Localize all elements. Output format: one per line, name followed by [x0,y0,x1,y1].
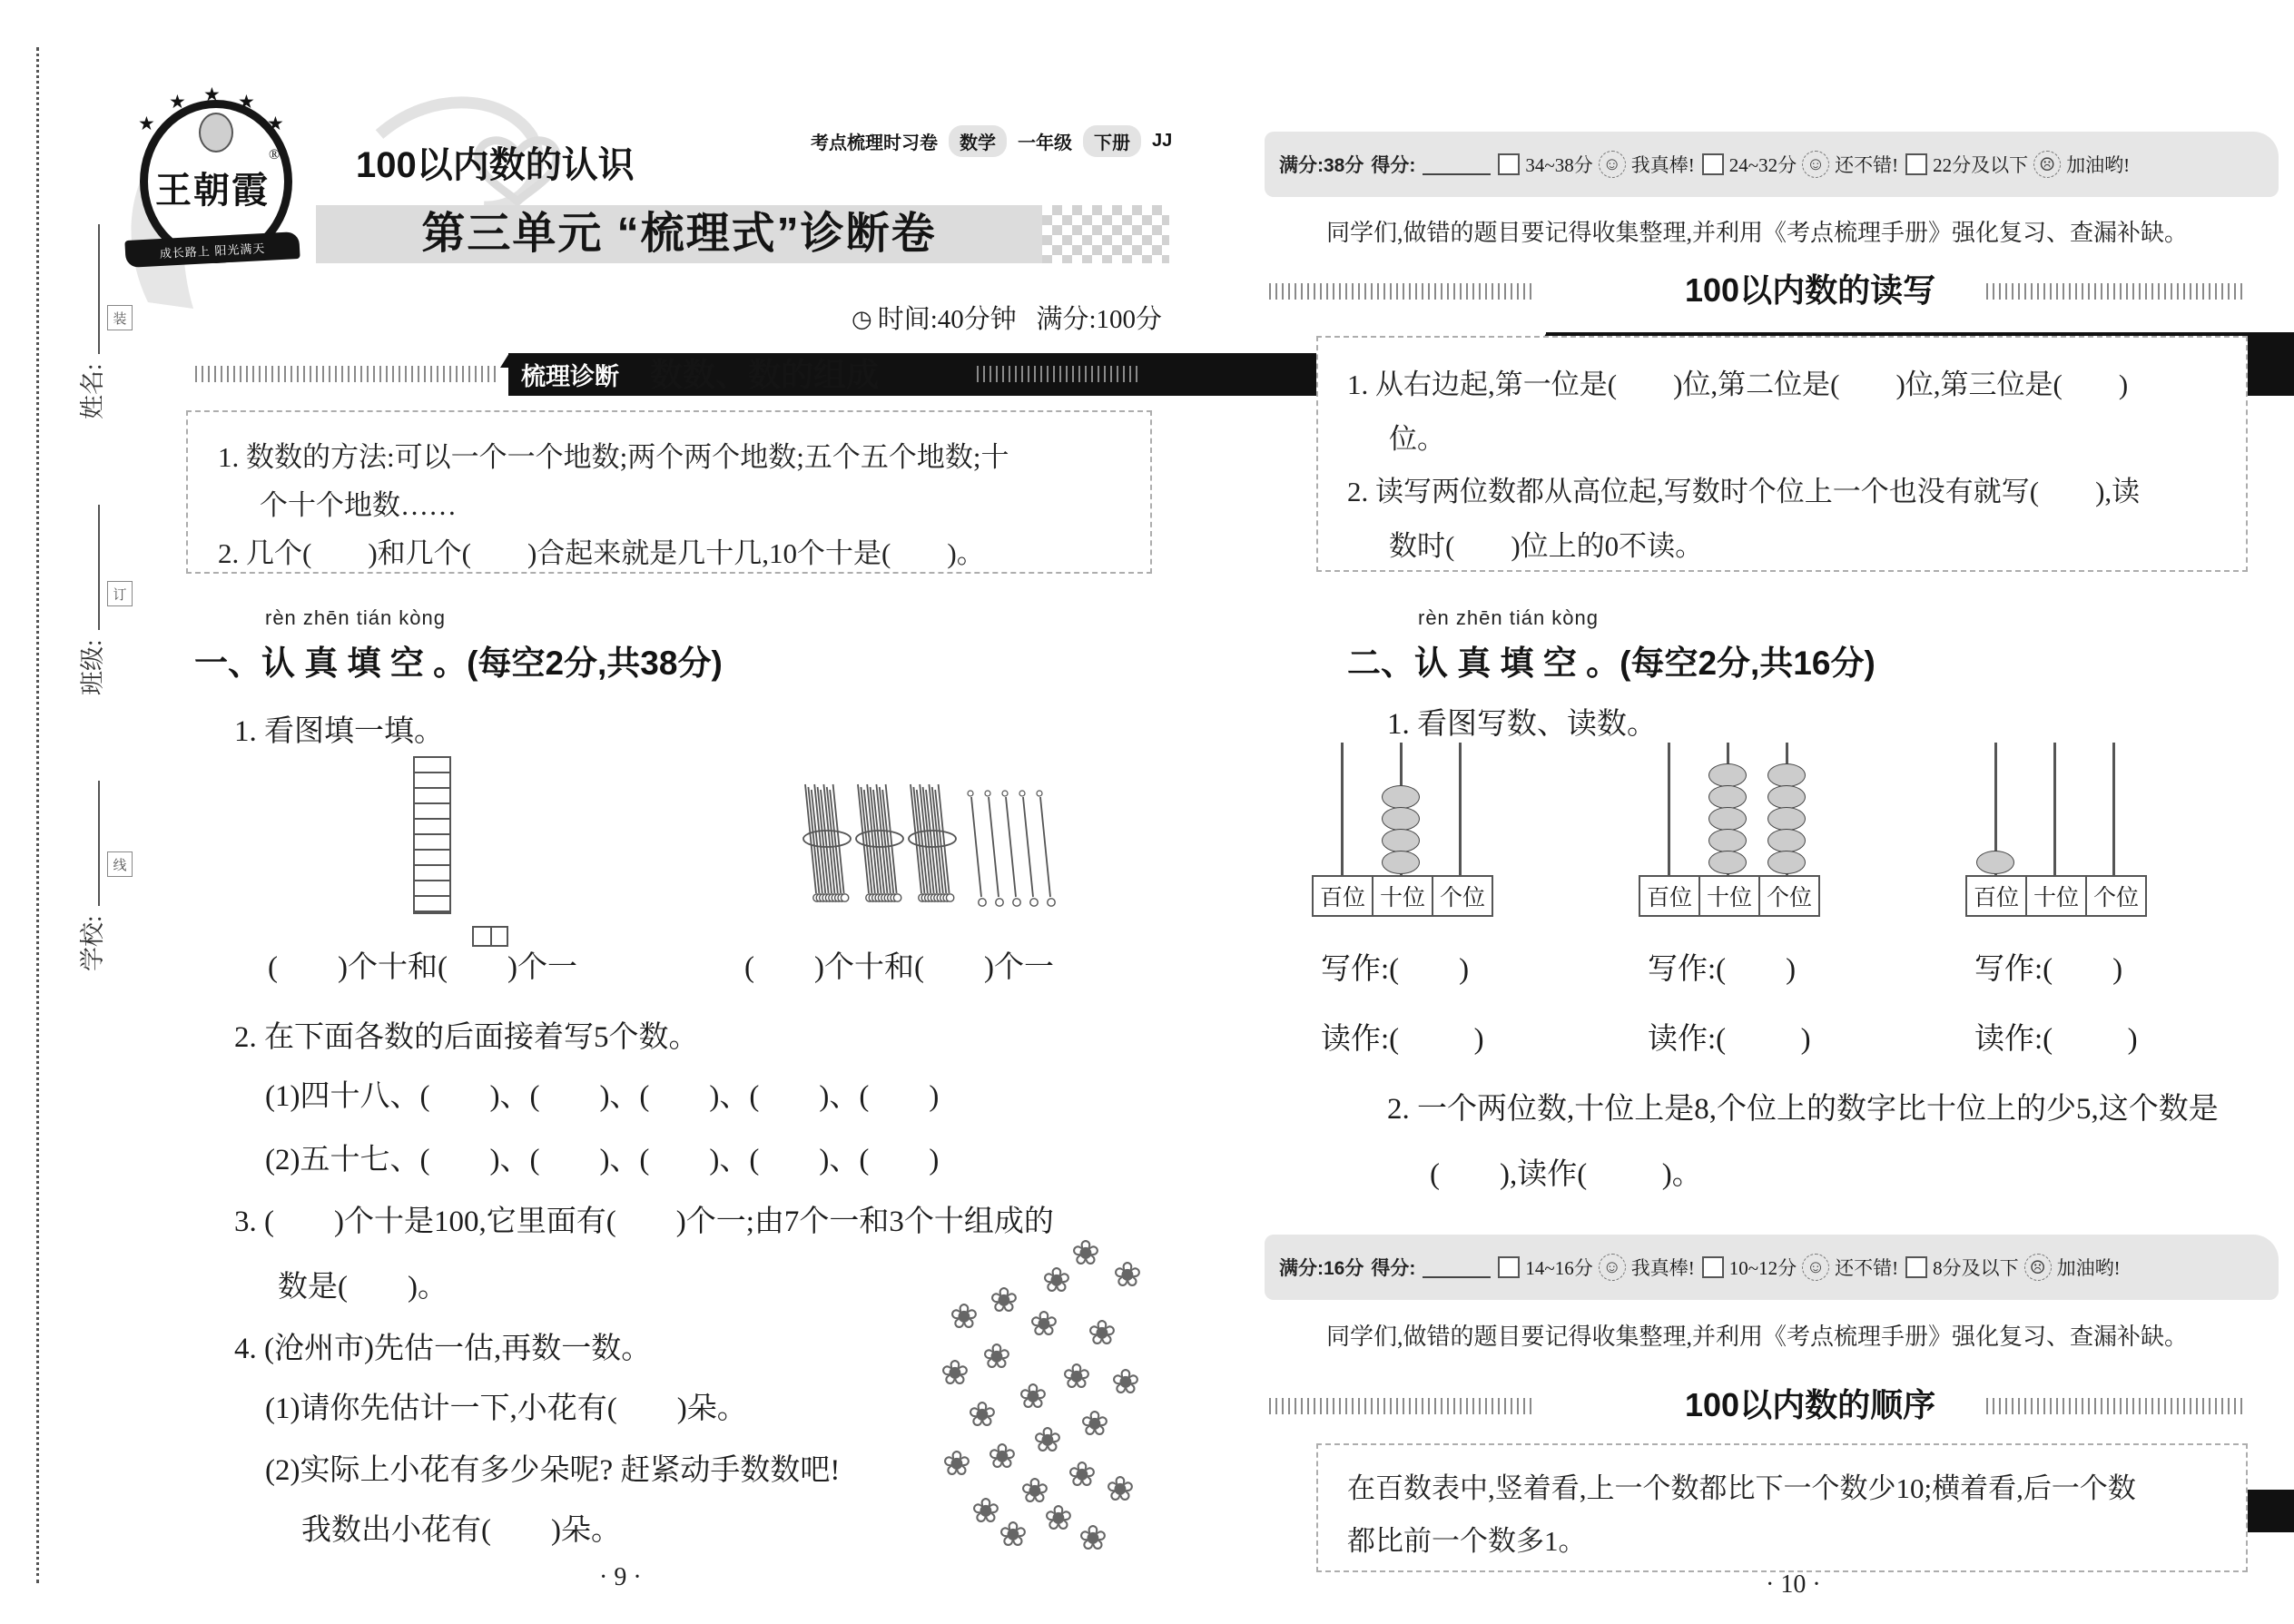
q1-item3b: 数是( )。 [278,1271,448,1304]
checkbox-icon [1905,153,1927,175]
flower-icon: ❀ [1106,1469,1135,1509]
sb1-tier-3 [1905,151,2130,178]
ticks-right-2 [1986,283,2242,300]
kbox2-line4: 数时( )位上的0不读。 [1389,530,1704,562]
smile-face-icon [1802,151,1829,178]
abacus-bead [1708,763,1747,787]
checkbox-icon [1498,153,1520,175]
binding-mark-1: 装 [107,305,133,330]
flower-icon: ❀ [1078,1518,1108,1558]
logo-slogan-ribbon: 成长路上 阳光满天 [124,231,300,268]
binding-dotted-line [36,47,39,1583]
stick [858,784,869,893]
flower-icon: ❀ [1044,1498,1073,1538]
abacus-bead [1708,851,1747,874]
stick-bundle [909,784,956,901]
sb2-tier1-range: 14~16分 [1525,1257,1593,1279]
stick-top [1037,791,1042,796]
checkbox-icon [1498,1256,1520,1278]
sb2-tier3-range: 8分及以下 [1933,1257,2019,1279]
star-icon: ★ [238,91,255,113]
place-hundreds-label: 百位 [1646,886,1692,910]
sb1-tier3-msg: 加油哟! [2066,154,2131,176]
abacus-bead [1382,851,1420,874]
stick-bundles-graphic [797,777,962,913]
masthead-grade: 一年级 [1018,133,1072,153]
q1-blank-tens-ones-1: ( )个十和( )个一 [268,951,577,984]
registered-mark: ® [269,147,281,162]
flower-icon: ❀ [1071,1233,1100,1273]
sb2-score-blank [1423,1256,1491,1278]
q2-item2b: ( ),读作( )。 [1430,1158,1702,1191]
binding-mark-3: 线 [107,851,133,877]
kbox3-line2: 都比前一个数多1。 [1347,1525,1587,1557]
kbox2-line3: 2. 读写两位数都从高位起,写数时个位上一个也没有就写( ),读 [1347,476,2141,507]
abacus-bead [1767,807,1806,831]
sweat-face-icon [2024,1254,2052,1281]
abacus2-tens-beads [1708,765,1748,874]
flower-icon: ❀ [1088,1313,1117,1353]
place-value-table [1965,875,2147,917]
place-value-table [1312,875,1493,917]
banner-checker-decor [1042,205,1169,263]
flower-icon: ❀ [1062,1356,1091,1396]
sweat-face-icon [2033,151,2061,178]
star-icon: ★ [267,113,284,134]
sb2-tier-2 [1702,1254,1898,1281]
sb1-tier2-msg: 还不错! [1835,154,1899,176]
sb1-tier2-range: 24~32分 [1728,154,1797,176]
stick [971,797,981,897]
student-school-field [73,781,108,971]
place-ones-label: 个位 [1758,877,1818,915]
read-as-2: 读作:( ) [1648,1023,1811,1056]
q2-item2a: 2. 一个两位数,十位上是8,个位上的数字比十位上的少5,这个数是 [1387,1093,2219,1126]
stick-end [996,899,1003,906]
ticks-left [195,366,497,382]
ticks-right-3 [1986,1398,2242,1414]
abacus-bead [1382,785,1420,809]
flower-icon: ❀ [940,1353,970,1393]
checkbox-icon [1702,153,1724,175]
stick-end [1048,899,1055,906]
kbox2-line1: 1. 从右边起,第一位是( )位,第二位是( )位,第三位是( ) [1347,369,2129,400]
ticks-left-3 [1269,1398,1532,1414]
abacus-bead [1976,851,2014,874]
q1-blank-tens-ones-2: ( )个十和( )个一 [744,951,1054,984]
school-blank-line [98,781,100,906]
ticks-right [977,366,1140,382]
stick-top [1002,791,1008,796]
ones-cubes-graphic [472,926,508,947]
kbox1-line2: 个十个地数…… [260,489,457,521]
checkbox-icon [1702,1256,1724,1278]
stick-end [1013,899,1020,906]
q1-item2-1: (1)四十八、( )、( )、( )、( )、( ) [265,1080,940,1113]
flower-icon: ❀ [1020,1471,1049,1511]
score-bar-2 [1265,1235,2279,1300]
place-tens-label: 十位 [1698,877,1758,915]
pinyin-2: rèn zhēn tián kòng [1418,606,1600,629]
stick-end [979,899,986,906]
place-tens-label: 十位 [1372,877,1432,915]
read-as-3: 读作:( ) [1974,1023,2138,1056]
stick-bundle [856,784,903,901]
class-blank-line [98,505,100,630]
q1-item2-2: (2)五十七、( )、( )、( )、( )、( ) [265,1144,940,1176]
flower-icon: ❀ [1019,1376,1048,1416]
student-class-field [73,505,108,695]
page-number-10: · 10 · [1766,1570,1821,1599]
sb1-tier3-range: 22分及以下 [1933,154,2029,176]
abacus3-hundreds-beads [1975,852,2015,874]
abacus1-tens-beads [1381,787,1421,874]
sb1-tier-1 [1498,151,1694,178]
q1-item2: 2. 在下面各数的后面接着写5个数。 [234,1021,699,1054]
kbox2-line2: 位。 [1389,423,1445,455]
flower-cluster [935,1224,1153,1560]
tens-rod-graphic [413,756,451,914]
abacus-rod [2112,743,2115,875]
kbox3-line1: 在百数表中,竖着看,上一个数都比下一个数少10;横着看,后一个数 [1347,1472,2136,1504]
sb2-score-label: 得分: [1371,1258,1416,1279]
sb2-tier3-msg: 加油哟! [2056,1257,2121,1279]
q1-item4-1: (1)请你先估计一下,小花有( )朵。 [265,1393,747,1425]
abacus-1 [1312,743,1493,917]
sb2-tier2-msg: 还不错! [1835,1257,1899,1279]
sb1-tier1-msg: 我真棒! [1630,154,1695,176]
abacus-bead [1767,851,1806,874]
place-hundreds-label: 百位 [1319,886,1365,910]
flower-icon: ❀ [982,1336,1011,1376]
q1-item4-2: (2)实际上小花有多少朵呢? 赶紧动手数数吧! [265,1454,841,1487]
smile-face-icon [1802,1254,1829,1281]
review-note-1: 同学们,做错的题目要记得收集整理,并利用《考点梳理手册》强化复习、查漏补缺。 [1325,220,2188,246]
q2-item1: 1. 看图写数、读数。 [1387,708,1657,741]
masthead-subject-badge: 数学 [949,125,1007,157]
sb2-tier-1 [1498,1254,1694,1281]
star-icon: ★ [169,91,186,113]
stick-end [841,894,848,901]
class-label: 班级: [79,639,106,695]
masthead-edition: JJ [1152,131,1173,151]
write-as-1: 写作:( ) [1321,953,1470,986]
sb1-tier-2 [1702,151,1898,178]
flower-icon: ❀ [942,1443,971,1483]
stick [805,784,816,893]
masthead [811,125,1172,157]
abacus-bead [1767,829,1806,852]
sb1-score-blank [1423,153,1491,175]
stick-end [893,894,901,901]
sb1-tier1-range: 34~38分 [1525,154,1593,176]
flower-icon: ❀ [1033,1420,1062,1460]
stick-top [1019,791,1025,796]
abacus-rod [1341,743,1344,875]
abacus-3 [1965,743,2147,917]
masthead-volume-badge: 下册 [1083,125,1141,157]
flower-icon: ❀ [1042,1260,1071,1300]
flower-icon: ❀ [1029,1304,1058,1343]
name-label: 姓名: [79,363,106,419]
timer-icon [852,306,878,333]
page-number-9: · 9 · [599,1563,642,1591]
binding-mark-2: 订 [107,581,133,606]
brand-name: 王朝霞 [155,170,270,211]
sb2-tier2-range: 10~12分 [1728,1257,1797,1279]
stick [1023,797,1033,897]
flower-icon: ❀ [968,1394,997,1434]
write-as-2: 写作:( ) [1648,953,1797,986]
abacus-bead [1708,829,1747,852]
section1-title: 数数、数的组成 [650,356,880,393]
place-ones-label: 个位 [2085,877,2145,915]
checkbox-icon [1905,1256,1927,1278]
q1-item1: 1. 看图填一填。 [234,715,444,748]
stick-end [946,894,953,901]
sb1-full-label: 满分:38分 [1279,155,1364,176]
abacus2-ones-beads [1767,765,1807,874]
place-hundreds-label: 百位 [1973,886,2019,910]
sb2-tier-3 [1905,1254,2121,1281]
q1-item3a: 3. ( )个十是100,它里面有( )个一;由7个一和3个十组成的 [234,1206,1054,1238]
abacus-rod [1668,743,1670,875]
pinyin-1: rèn zhēn tián kòng [265,606,447,629]
write-as-3: 写作:( ) [1974,953,2123,986]
flower-icon: ❀ [1080,1403,1109,1443]
stick [911,784,921,893]
star-icon: ★ [138,113,155,134]
section3-title: 100以内数的顺序 [1685,1386,1936,1423]
stick-top [985,791,990,796]
brand-logo [133,84,296,269]
abacus-bead [1382,829,1420,852]
flower-icon: ❀ [971,1491,1000,1530]
flower-icon: ❀ [999,1514,1028,1554]
name-blank-line [98,224,100,354]
happy-face-icon [1599,1254,1626,1281]
stick [989,797,999,897]
score-bar-1 [1265,132,2279,197]
stick [1040,797,1050,897]
place-value-table [1639,875,1820,917]
stick [1006,797,1016,897]
portrait-icon [199,113,233,153]
ticks-left-2 [1269,283,1532,300]
stick-bundle [803,784,851,901]
loose-sticks-graphic [964,786,1062,915]
abacus-bead [1708,785,1747,809]
exam-meta-text: 时间:40分钟 满分:100分 [877,305,1163,334]
school-label: 学校: [79,915,106,971]
stick-end [1030,899,1038,906]
flower-icon: ❀ [989,1280,1019,1320]
q1-item4-3: 我数出小花有( )朵。 [301,1514,621,1547]
kbox1-line1: 1. 数数的方法:可以一个一个地数;两个两个地数;五个五个地数;十 [218,441,1009,473]
flower-icon: ❀ [1111,1362,1140,1402]
abacus-bead [1767,763,1806,787]
unit-banner-title: 第三单元 “梳理式”诊断卷 [316,205,1042,263]
flower-icon: ❀ [950,1296,979,1336]
exam-meta [852,303,1162,336]
flower-icon: ❀ [1068,1454,1097,1494]
kbox1-line3: 2. 几个( )和几个( )合起来就是几十几,10个十是( )。 [218,537,985,569]
section2-title: 100以内数的读写 [1685,271,1936,309]
sb2-full-label: 满分:16分 [1279,1258,1364,1279]
q1-item4: 4. (沧州市)先估一估,再数一数。 [234,1333,652,1365]
abacus-bead [1708,807,1747,831]
sb2-tier1-msg: 我真棒! [1630,1257,1695,1279]
q2-heading: 二、认 真 填 空 。(每空2分,共16分) [1347,645,1876,682]
section1-badge: 梳理诊断 [508,353,2294,396]
abacus-rod [1459,743,1462,875]
abacus-bead [1382,807,1420,831]
student-name-field [73,224,108,419]
abacus-rod [2053,743,2056,875]
happy-face-icon [1599,151,1626,178]
stick-top [968,791,973,796]
place-ones-label: 个位 [1432,877,1492,915]
masthead-series: 考点梳理时习卷 [811,133,938,153]
star-icon: ★ [203,84,221,105]
place-tens-label: 十位 [2025,877,2085,915]
abacus-bead [1767,785,1806,809]
unit-topic: 100以内数的认识 [356,145,635,185]
review-note-2: 同学们,做错的题目要记得收集整理,并利用《考点梳理手册》强化复习、查漏补缺。 [1325,1324,2188,1350]
read-as-1: 读作:( ) [1321,1023,1484,1056]
q1-heading: 一、认 真 填 空 。(每空2分,共38分) [194,645,723,682]
sb1-score-label: 得分: [1371,155,1416,176]
abacus-2 [1639,743,1820,917]
flower-icon: ❀ [988,1436,1017,1476]
flower-icon: ❀ [1113,1255,1142,1294]
